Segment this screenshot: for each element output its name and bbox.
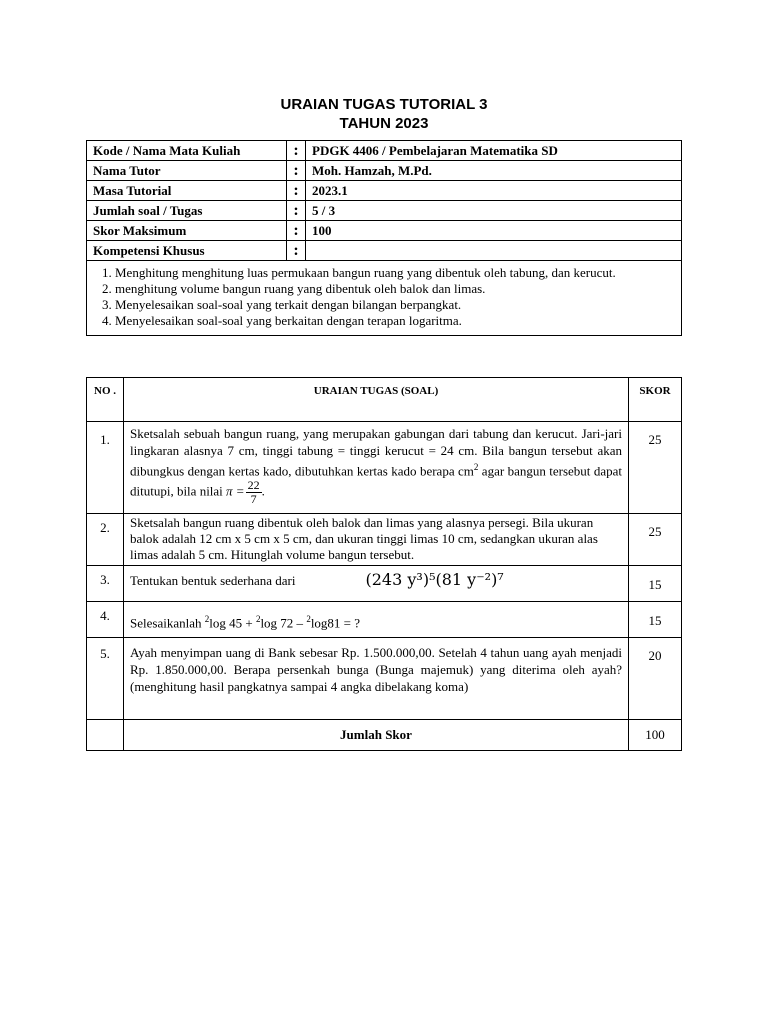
task-text-part: Sketsalah sebuah bangun ruang, yang merupakan gabungan dari tabung dan kerucut. Jari-jari lingkaran alasnya 7 cm, tinggi tabung = tinggi kerucut = 24 cm. Bila bangun tersebut akan dibungkus dengan kertas kado, dibutuhkan kertas kado berapa cm	[130, 426, 622, 479]
document-year: TAHUN 2023	[339, 115, 429, 132]
info-label: Nama Tutor	[87, 161, 287, 181]
task-text-part: Selesaikanlah	[130, 615, 205, 631]
tasks-table	[86, 377, 682, 751]
superscript: 2	[204, 614, 210, 624]
task-score: 20	[629, 638, 682, 720]
competency-row	[87, 261, 682, 336]
info-label: Masa Tutorial	[87, 181, 287, 201]
info-row	[87, 141, 682, 161]
task-number: 3.	[87, 566, 124, 602]
course-info-table	[86, 140, 682, 336]
info-label: Jumlah soal / Tugas	[87, 201, 287, 221]
competency-item: 3. Menyelesaikan soal-soal yang terkait dengan bilangan berpangkat.	[115, 297, 675, 313]
superscript: 2	[306, 614, 311, 624]
superscript: 2	[473, 462, 479, 472]
info-row	[87, 201, 682, 221]
info-row	[87, 181, 682, 201]
task-score: 15	[629, 566, 682, 602]
task-text	[124, 566, 629, 602]
tasks-header-row	[87, 378, 682, 422]
task-number: 2.	[87, 514, 124, 566]
total-row	[87, 720, 682, 751]
info-value: Moh. Hamzah, M.Pd.	[306, 161, 682, 181]
pi-symbol: π =	[226, 483, 245, 499]
math-expression: (243 y³)⁵(81 y⁻²)⁷	[365, 570, 504, 589]
task-row	[87, 638, 682, 720]
competency-list	[93, 265, 675, 329]
info-label: Kode / Nama Mata Kuliah	[87, 141, 287, 161]
info-value	[306, 241, 682, 261]
info-label: Skor Maksimum	[87, 221, 287, 241]
fraction-numerator: 22	[247, 478, 260, 493]
document-title: URAIAN TUGAS TUTORIAL 3	[280, 96, 488, 113]
task-text: Sketsalah bangun ruang dibentuk oleh balok dan limas yang alasnya persegi. Bila ukuran balok adalah 12 cm x 5 cm x 5 cm, dan ukuran tinggi limas 10 cm, sedangkan ukuran alas limas adalah 5 cm. Hitunglah volume bangun tersebut.	[124, 514, 629, 566]
info-value: 2023.1	[306, 181, 682, 201]
info-row	[87, 161, 682, 181]
task-score: 25	[629, 422, 682, 514]
task-text: Ayah menyimpan uang di Bank sebesar Rp. 1.500.000,00. Setelah 4 tahun uang ayah menjadi Rp. 1.850.000,00. Berapa persenkah bunga (Bunga majemuk) yang diterima oleh ayah? (menghitung hasil pangkatnya sampai 4 angka dibelakang koma)	[124, 638, 629, 720]
superscript: 2	[255, 614, 261, 624]
info-colon: :	[287, 241, 306, 261]
task-text-part: log81 = ?	[310, 615, 361, 631]
task-text-part: log 45 +	[209, 615, 256, 631]
header-skor: SKOR	[629, 378, 682, 422]
competency-item: 2. menghitung volume bangun ruang yang dibentuk oleh balok dan limas.	[115, 281, 675, 297]
task-number: 4.	[87, 602, 124, 638]
info-colon: :	[287, 181, 306, 201]
info-colon: :	[287, 161, 306, 181]
task-text-part: .	[261, 483, 265, 499]
info-label: Kompetensi Khusus	[87, 241, 287, 261]
task-text	[124, 602, 629, 638]
info-value: 5 / 3	[306, 201, 682, 221]
task-score: 25	[629, 514, 682, 566]
fraction	[246, 479, 262, 506]
task-text-part: agar bangun tersebut dapat ditutupi, bila nilai	[130, 463, 622, 499]
task-score: 15	[629, 602, 682, 638]
task-text	[124, 422, 629, 514]
info-colon: :	[287, 141, 306, 161]
task-row	[87, 566, 682, 602]
task-text-part: log 72 –	[260, 615, 307, 631]
task-number: 1.	[87, 422, 124, 514]
header-no: NO .	[87, 378, 124, 422]
task-row	[87, 514, 682, 566]
task-text-part: Tentukan bentuk sederhana dari	[130, 573, 296, 588]
info-row	[87, 241, 682, 261]
task-number: 5.	[87, 638, 124, 720]
info-colon: :	[287, 201, 306, 221]
competency-item: 1. Menghitung menghitung luas permukaan bangun ruang yang dibentuk oleh tabung, dan kerucut.	[115, 265, 675, 281]
info-value: 100	[306, 221, 682, 241]
total-label: Jumlah Skor	[124, 720, 629, 751]
info-value: PDGK 4406 / Pembelajaran Matematika SD	[306, 141, 682, 161]
info-colon: :	[287, 221, 306, 241]
header-soal: URAIAN TUGAS (SOAL)	[124, 378, 629, 422]
info-row	[87, 221, 682, 241]
total-no-cell	[87, 720, 124, 751]
task-row	[87, 422, 682, 514]
competency-item: 4. Menyelesaikan soal-soal yang berkaitan dengan terapan logaritma.	[115, 313, 675, 329]
fraction-denominator: 7	[250, 492, 257, 507]
task-row	[87, 602, 682, 638]
competency-cell	[87, 261, 682, 336]
total-score: 100	[629, 720, 682, 751]
